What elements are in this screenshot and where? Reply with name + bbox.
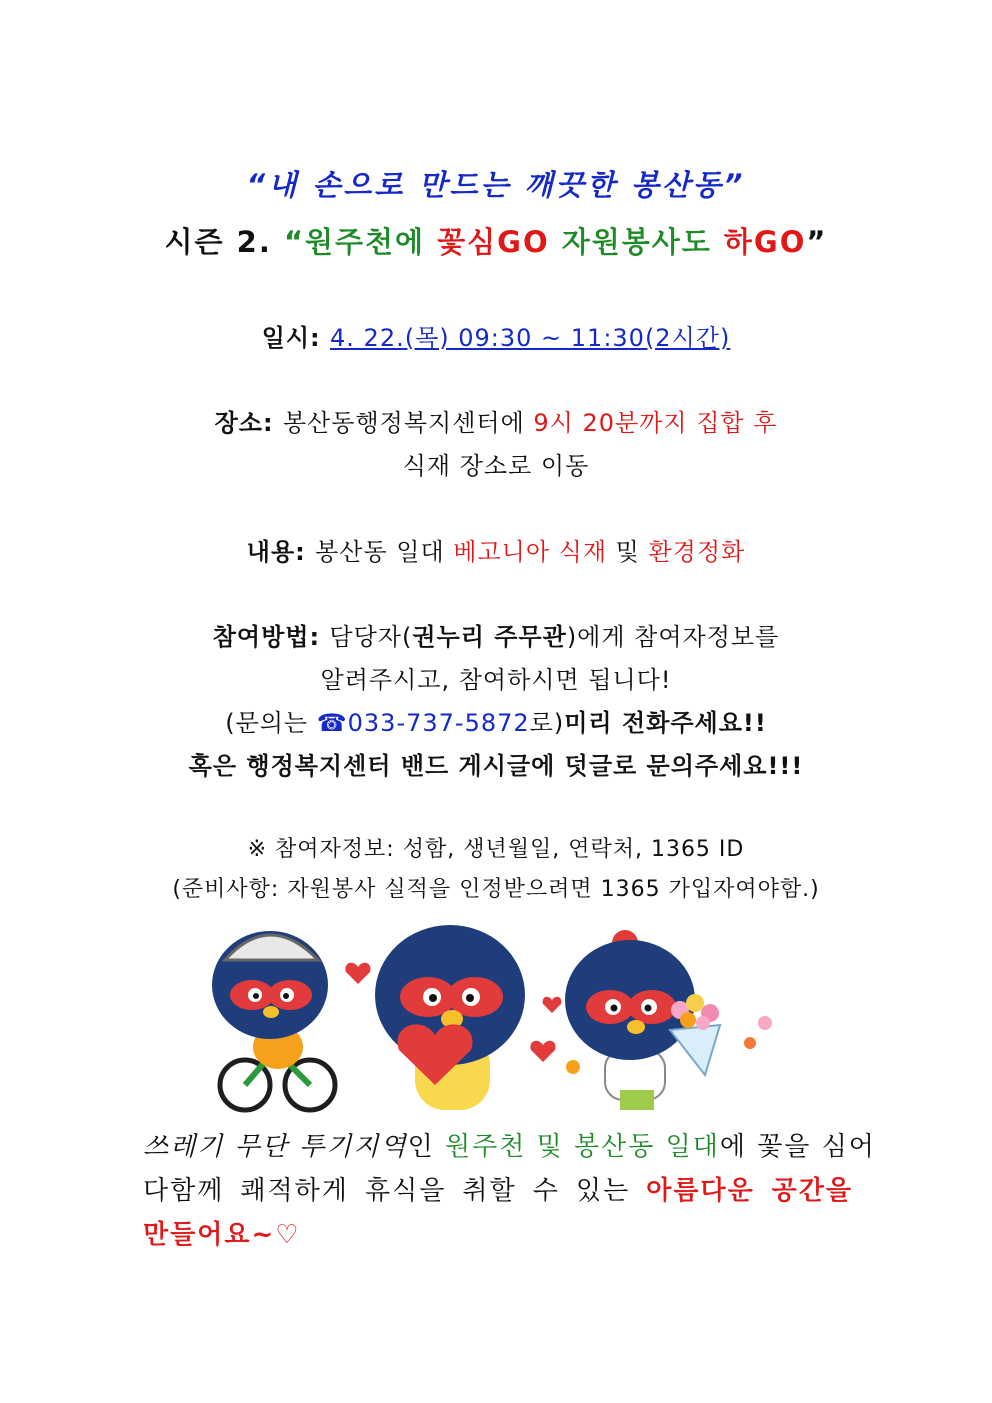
method-line3-call: 미리 전화주세요!! xyxy=(564,709,767,737)
note-line-1: ※ 참여자정보: 성함, 생년월일, 연락처, 1365 ID xyxy=(247,837,745,862)
mascot-illustration xyxy=(200,915,800,1115)
quote-open: “ xyxy=(283,225,305,259)
note-line-2: (준비사항: 자원봉사 실적을 인정받으려면 1365 가입자여야함.) xyxy=(172,877,820,902)
method-text-2: )에게 참여자정보를 xyxy=(566,623,780,651)
mascot-heart xyxy=(375,925,525,1110)
title-part-wonjucheon: 원주천에 xyxy=(305,225,438,259)
closing-line-3: 만들어요~♡ xyxy=(143,1220,301,1250)
closing-line-2 xyxy=(143,1170,853,1207)
flower-icon xyxy=(744,1037,756,1049)
method-line3-mid: 로) xyxy=(529,709,565,737)
method-line-1 xyxy=(0,617,992,652)
schedule-line xyxy=(0,318,992,353)
content-text-2: 및 xyxy=(607,538,649,566)
title-part-kkotsim: 꽃심GO xyxy=(437,225,562,259)
small-heart-icon xyxy=(530,1041,555,1062)
content-highlight-cleanup: 환경정화 xyxy=(648,538,746,566)
closing-italic: 쓰레기 무단 투기지역 xyxy=(143,1132,408,1162)
place-label: 장소: xyxy=(214,409,283,437)
phone-number: ☎033-737-5872 xyxy=(316,709,530,737)
content-label: 내용: xyxy=(246,538,316,566)
title-line-1: “내 손으로 만드는 깨끗한 봉산동” xyxy=(246,168,746,202)
quote-close: ” xyxy=(806,225,828,259)
closing-line-1 xyxy=(143,1126,876,1163)
method-line-2: 알려주시고, 참여하시면 됩니다! xyxy=(320,666,672,694)
method-line-3 xyxy=(0,703,992,738)
method-text-1: 담당자( xyxy=(329,623,413,651)
flower-icon xyxy=(758,1016,772,1030)
season-label: 시즌 2. xyxy=(164,225,284,259)
method-line-4: 혹은 행정복지센터 밴드 게시글에 덧글로 문의주세요!!! xyxy=(188,752,804,780)
place-line-2: 식재 장소로 이동 xyxy=(402,452,590,480)
closing-text-1: 인 xyxy=(407,1132,445,1162)
title-part-hago: 하GO xyxy=(723,225,807,259)
small-heart-icon xyxy=(543,997,562,1013)
closing-green: 원주천 및 봉산동 일대 xyxy=(444,1132,720,1162)
closing-line2-red: 아름다운 공간을 xyxy=(646,1176,853,1206)
place-highlight: 9시 20분까지 집합 후 xyxy=(533,409,778,437)
schedule-value: 4. 22.(목) 09:30 ~ 11:30(2시간) xyxy=(330,324,731,352)
schedule-label: 일시: xyxy=(261,324,331,352)
heart-icon xyxy=(345,963,370,984)
content-highlight-begonia: 베고니아 식재 xyxy=(453,538,608,566)
place-line-1 xyxy=(0,403,992,438)
method-contact-name: 권누리 주무관 xyxy=(412,623,567,651)
content-text-1: 봉산동 일대 xyxy=(315,538,454,566)
flower-icon xyxy=(566,1060,580,1074)
title-line-2 xyxy=(0,220,992,261)
closing-line2-text: 다함께 쾌적하게 휴식을 취할 수 있는 xyxy=(143,1176,647,1206)
content-line xyxy=(0,532,992,567)
closing-text-2: 에 꽃을 심어 xyxy=(719,1132,876,1162)
mascot-bouquet xyxy=(565,930,720,1110)
method-line3-pre: (문의는 xyxy=(225,709,317,737)
title-part-volunteer: 자원봉사도 xyxy=(561,225,724,259)
place-text: 봉산동행정복지센터에 xyxy=(282,409,534,437)
method-label: 참여방법: xyxy=(212,623,330,651)
mascot-bicycle xyxy=(212,931,335,1110)
